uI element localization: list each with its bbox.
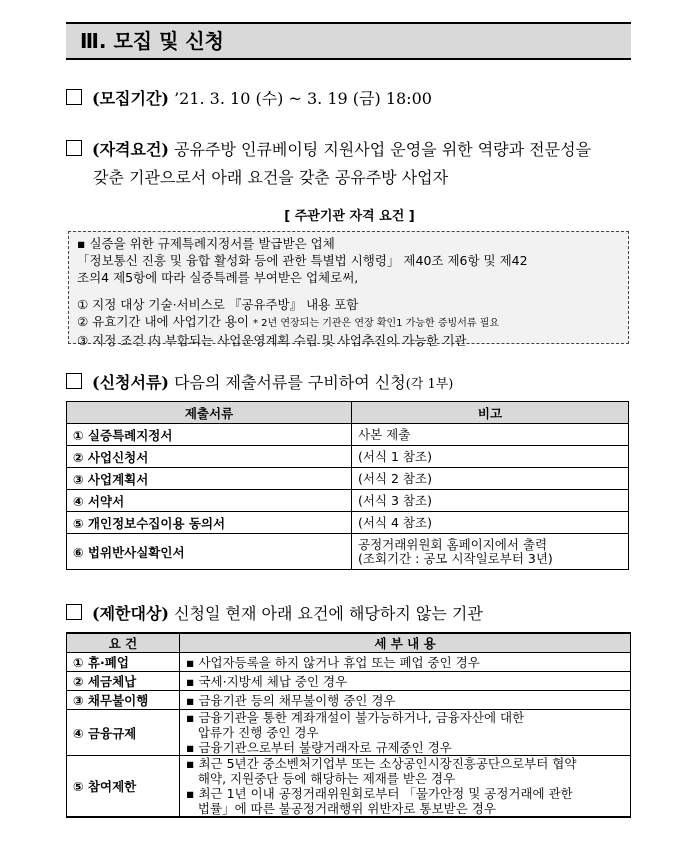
qualification-line1: 공유주방 인큐베이팅 지원사업 운영을 위한 역량과 전문성을: [174, 140, 591, 159]
box-line: ▪ 실증을 위한 규제특례지정서를 발급받은 업체: [77, 236, 335, 251]
documents-suffix: (각 1부): [405, 377, 454, 392]
column-header: 비고: [352, 402, 629, 424]
table-row: ③ 사업계획서 (서식 2 참조): [67, 468, 629, 490]
table-row: ② 세금체납 ▪ 국세·지방세 체납 중인 경우: [67, 672, 631, 691]
checkbox-icon: [66, 373, 82, 389]
documents-item: [66, 370, 453, 398]
restrictions-item: [66, 601, 483, 627]
condition-1: ① 지정 대상 기술·서비스로 『공유주방』 내용 포함: [77, 297, 359, 312]
table-row: ⑤ 참여제한 ▪ 최근 5년간 중소벤처기업부 또는 소상공인시장진흥공단으로부터 협약 해약, 지원중단 등에 해당하는 제재를 받은 경우 ▪ 최근 1년 이내 공정거래위원회로부터 「물가안정 및 공정거래에 관한 법률」에 따른 불공정거래행위 위반자로 통보받은 경우: [67, 756, 631, 818]
qualification-box: [68, 231, 629, 348]
table-row: ② 사업신청서 (서식 1 참조): [67, 446, 629, 468]
period-text: ’21. 3. 10 (수) ~ 3. 19 (금) 18:00: [174, 89, 432, 108]
restrictions-head: (제한대상): [92, 604, 169, 623]
table-row: ⑤ 개인정보수집이용 동의서 (서식 4 참조): [67, 512, 629, 534]
checkbox-icon: [66, 89, 82, 105]
table-row: ① 실증특례지정서 사본 제출: [67, 424, 629, 446]
condition-note: * 2년 연장되는 기관은 연장 확인1 가능한 증빙서류 필요: [253, 318, 500, 329]
column-header: 제출서류: [67, 402, 352, 424]
table-row: ④ 금융규제 ▪ 금융기관을 통한 계좌개설이 불가능하거나, 금융자산에 대한 압류가 진행 중인 경우 ▪ 금융기관으로부터 불량거래자로 규제중인 경우: [67, 710, 631, 756]
table-row: ⑥ 법위반사실확인서 공정거래위원회 홈페이지에서 출력 (조회기간 : 공모 시작일로부터 3년): [67, 534, 629, 570]
column-header: 세 부 내 용: [180, 633, 631, 653]
condition-2: ② 유효기간 내에 사업기간 용이 * 2년 연장되는 기관은 연장 확인1 가능한 증빙서류 필요: [77, 314, 500, 329]
box-line: 조의4 제5항에 따라 실증특례를 부여받은 업체로써,: [77, 270, 359, 285]
period-item: [66, 86, 432, 112]
checkbox-icon: [66, 140, 82, 156]
qualification-box-label: [ 주관기관 자격 요건 ]: [284, 209, 415, 224]
documents-table: [66, 401, 629, 570]
qualification-item: [66, 137, 591, 163]
section-title: Ⅲ. 모집 및 신청: [66, 22, 631, 60]
table-row: ① 휴·폐업 ▪ 사업자등록을 하지 않거나 휴업 또는 폐업 중인 경우: [67, 653, 631, 672]
period-head: (모집기간): [92, 89, 169, 108]
qualification-line2: 갖춘 기관으로서 아래 요건을 갖춘 공유주방 사업자: [93, 168, 449, 187]
condition-3: ③ 지정 조건 内 부합되는 사업운영계획 수립 및 사업추진이 가능한 기관: [77, 333, 467, 348]
box-line: 「정보통신 진흥 및 융합 활성화 등에 관한 특별법 시행령」 제40조 제6항 및 제42: [77, 253, 528, 268]
documents-head: (신청서류): [92, 373, 169, 392]
restrictions-table: [66, 632, 631, 818]
table-row: ④ 서약서 (서식 3 참조): [67, 490, 629, 512]
checkbox-icon: [66, 604, 82, 620]
column-header: 요 건: [67, 633, 180, 653]
table-row: ③ 채무불이행 ▪ 금융기관 등의 채무불이행 중인 경우: [67, 691, 631, 710]
qualification-head: (자격요건): [92, 140, 169, 159]
documents-text: 다음의 제출서류를 구비하여 신청: [174, 373, 406, 392]
restrictions-text: 신청일 현재 아래 요건에 해당하지 않는 기관: [174, 604, 483, 623]
